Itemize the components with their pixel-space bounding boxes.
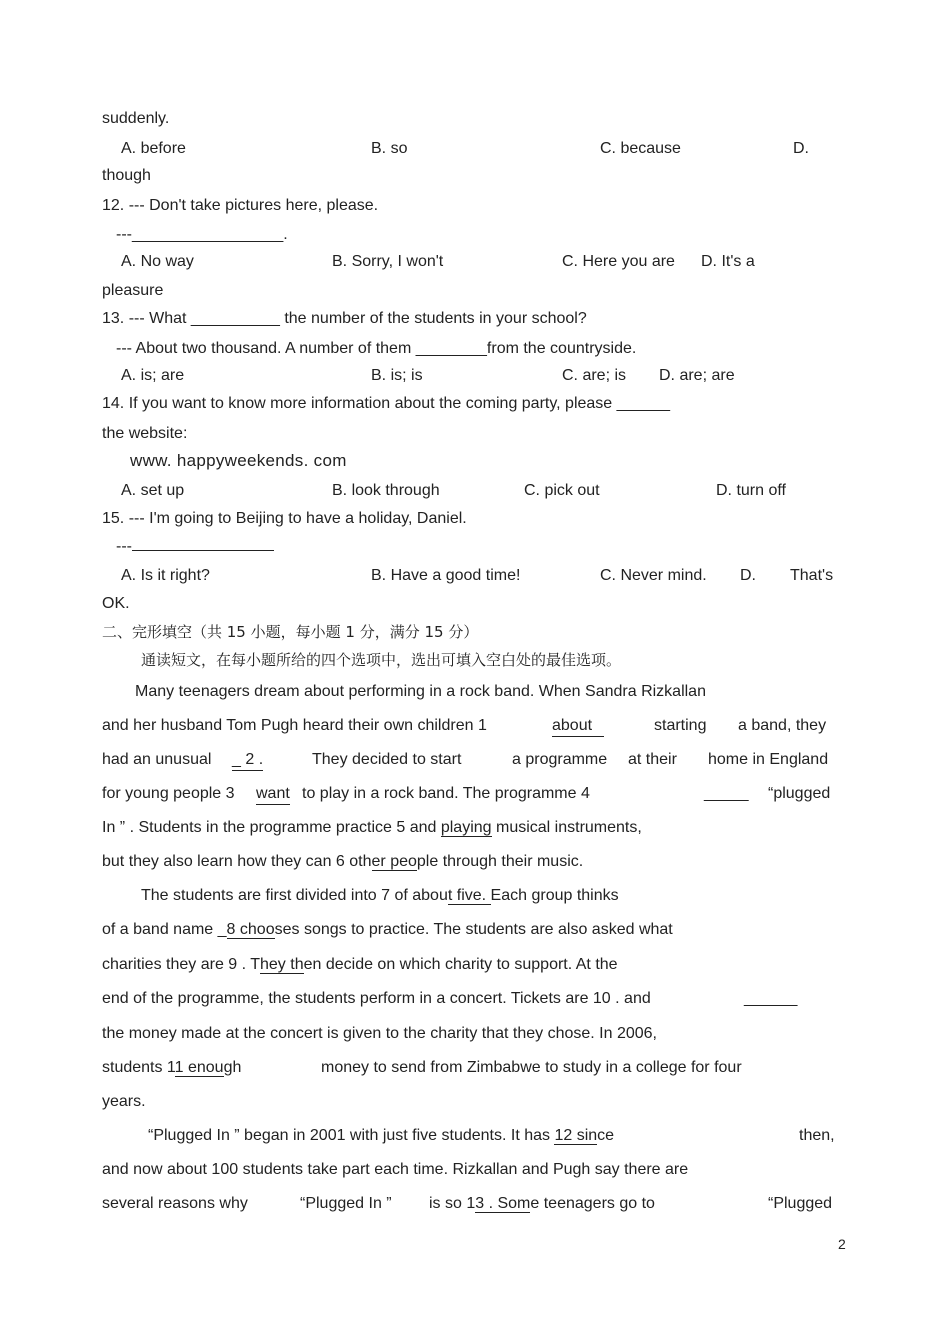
passage-fragment: a band, they bbox=[738, 717, 827, 734]
q15-stem: 15. --- I'm going to Beijing to have a holiday, Daniel. bbox=[102, 510, 467, 527]
passage-line: but they also learn how they can 6 other people through their music. bbox=[102, 853, 584, 870]
passage-line: end of the programme, the students perform in a concert. Tickets are 10 . and bbox=[102, 990, 651, 1007]
passage-line: years. bbox=[102, 1093, 146, 1110]
passage-line: is so 13 . Some teenagers go to bbox=[429, 1195, 655, 1212]
passage-line: the money made at the concert is given to the charity that they chose. In 2006, bbox=[102, 1025, 657, 1042]
blank-3: want bbox=[256, 784, 290, 805]
q11-tail: suddenly. bbox=[102, 110, 170, 127]
passage-line: had an unusual bbox=[102, 751, 212, 768]
passage-line: several reasons why bbox=[102, 1195, 248, 1212]
q15-option-d-text: That's bbox=[790, 567, 834, 584]
q15-option-b: B. Have a good time! bbox=[371, 567, 521, 584]
q13-stem: 13. --- What __________ the number of the students in your school? bbox=[102, 310, 587, 327]
q11-option-d-wrap: though bbox=[102, 167, 151, 184]
passage-line: The students are first divided into 7 of about five. Each group thinks bbox=[141, 887, 619, 904]
q15-option-a: A. Is it right? bbox=[121, 567, 210, 584]
q13-option-d: D. are; are bbox=[659, 367, 735, 384]
passage-line: charities they are 9 . They then decide on which charity to support. At the bbox=[102, 956, 618, 973]
passage-fragment: starting bbox=[654, 717, 707, 734]
passage-fragment: a programme bbox=[512, 751, 608, 768]
passage-line: for young people 3 bbox=[102, 785, 235, 802]
passage-line: and her husband Tom Pugh heard their own children 1 bbox=[102, 717, 487, 734]
q11-option-a: A. before bbox=[121, 140, 186, 157]
passage-fragment: then, bbox=[799, 1127, 835, 1144]
passage-line: students 11 enough bbox=[102, 1059, 242, 1076]
q13-option-a: A. is; are bbox=[121, 367, 185, 384]
section-heading: 二、完形填空（共 15 小题，每小题 1 分，满分 15 分） bbox=[102, 623, 479, 641]
q11-option-b: B. so bbox=[371, 140, 408, 157]
q15-option-d-wrap: OK. bbox=[102, 595, 130, 612]
q14-option-b: B. look through bbox=[332, 482, 440, 499]
passage-fragment: “plugged bbox=[768, 785, 831, 802]
q12-stem: 12. --- Don't take pictures here, please. bbox=[102, 197, 379, 214]
passage-line: of a band name _8 chooses songs to practice. The students are also asked what bbox=[102, 921, 673, 938]
q13-option-c: C. are; is bbox=[562, 367, 627, 384]
q12-option-d: D. It's a bbox=[701, 253, 755, 270]
q15-reply: --- bbox=[116, 536, 274, 557]
q12-option-c: C. Here you are bbox=[562, 253, 675, 270]
passage-line: and now about 100 students take part each time. Rizkallan and Pugh say there are bbox=[102, 1161, 689, 1178]
q13-option-b: B. is; is bbox=[371, 367, 423, 384]
passage-fragment: They decided to start bbox=[312, 751, 462, 768]
q12-reply: ---_________________. bbox=[116, 226, 288, 243]
passage-line: In ” . Students in the programme practice 5 and playing musical instruments, bbox=[102, 819, 642, 836]
q12-option-d-wrap: pleasure bbox=[102, 282, 164, 299]
q12-option-a: A. No way bbox=[121, 253, 194, 270]
section-instruction: 通读短文，在每小题所给的四个选项中，选出可填入空白处的最佳选项。 bbox=[141, 651, 622, 669]
q13-reply: --- About two thousand. A number of them ________from the countryside. bbox=[116, 340, 637, 357]
q14-stem: 14. If you want to know more information about the coming party, please ______ bbox=[102, 395, 671, 412]
blank-4: _____ bbox=[704, 785, 749, 802]
passage-line: Many teenagers dream about performing in a rock band. When Sandra Rizkallan bbox=[135, 683, 706, 700]
q14-stem-wrap: the website: bbox=[102, 425, 188, 442]
q14-option-d: D. turn off bbox=[716, 482, 786, 499]
passage-fragment: money to send from Zimbabwe to study in a college for four bbox=[321, 1059, 742, 1076]
passage-fragment: to play in a rock band. The programme 4 bbox=[302, 785, 590, 802]
q14-option-c: C. pick out bbox=[524, 482, 600, 499]
passage-fragment: home in England bbox=[708, 751, 829, 768]
passage-fragment: at their bbox=[628, 751, 677, 768]
q15-option-d: D. bbox=[740, 567, 756, 584]
passage-line: “Plugged In ” began in 2001 with just five students. It has 12 since bbox=[148, 1127, 615, 1144]
passage-fragment: “Plugged In ” bbox=[300, 1195, 392, 1212]
q11-option-c: C. because bbox=[600, 140, 681, 157]
blank-1: about bbox=[552, 716, 604, 737]
passage-fragment: “Plugged bbox=[768, 1195, 833, 1212]
q14-option-a: A. set up bbox=[121, 482, 185, 499]
q12-option-b: B. Sorry, I won't bbox=[332, 253, 444, 270]
blank-2: _ 2 . bbox=[232, 750, 263, 771]
q15-option-c: C. Never mind. bbox=[600, 567, 707, 584]
blank-10: ______ bbox=[744, 990, 798, 1007]
page-number: 2 bbox=[838, 1236, 846, 1252]
q14-website: www. happyweekends. com bbox=[130, 451, 347, 470]
q11-option-d: D. bbox=[793, 140, 809, 157]
